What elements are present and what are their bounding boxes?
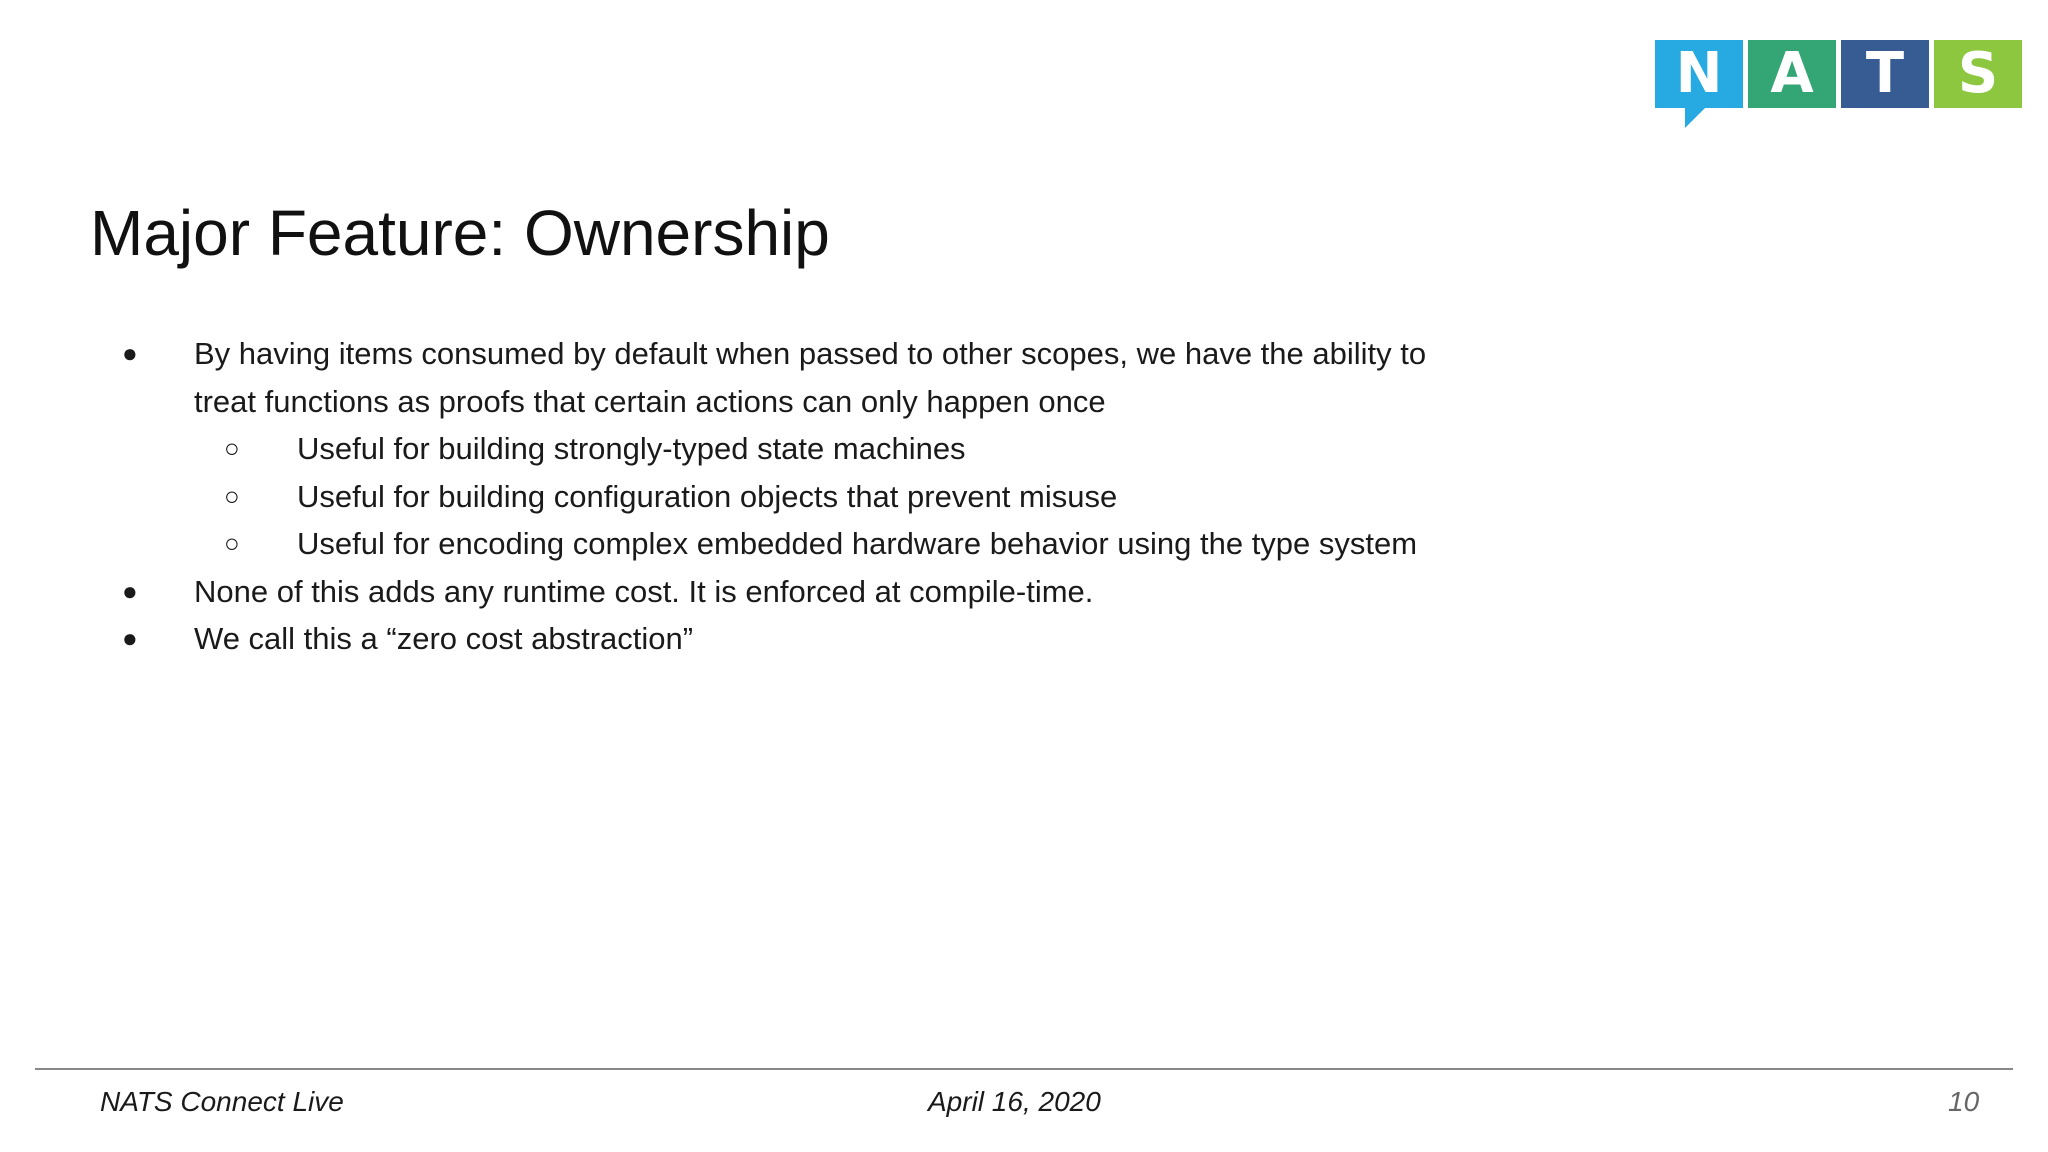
logo-tile-t: T [1841, 40, 1929, 108]
sub-bullet-marker: ○ [224, 433, 240, 463]
sub-bullet-item [0, 425, 1500, 473]
bullet-item [0, 330, 1500, 425]
sub-bullet-text: Useful for encoding complex embedded hardware behavior using the type system [297, 526, 1418, 561]
bullet-list [0, 330, 1500, 663]
logo-tile-n: N [1655, 40, 1743, 108]
bullet-item [0, 615, 1500, 663]
sub-bullet-item [0, 520, 1500, 568]
footer-event-name: NATS Connect Live [100, 1086, 344, 1117]
logo-speech-tail [1685, 106, 1707, 128]
bullet-marker: ● [122, 338, 138, 368]
footer-date: April 16, 2020 [928, 1086, 1101, 1117]
sub-bullet-text: Useful for building configuration objects that prevent misuse [297, 478, 1118, 514]
bullet-item [0, 568, 1500, 616]
bullet-marker: ● [122, 623, 138, 653]
footer-divider [35, 1068, 2013, 1070]
logo-tile-a: A [1748, 40, 1836, 108]
bullet-marker: ● [122, 575, 138, 606]
page-number: 10 [1948, 1086, 1980, 1117]
bullet-text: We call this a “zero cost abstraction” [194, 621, 694, 656]
sub-bullet-text: Useful for building strongly-typed state machines [297, 431, 966, 466]
slide-title: Major Feature: Ownership [90, 197, 830, 269]
logo-tile-s: S [1934, 40, 2022, 108]
sub-bullet-marker: ○ [224, 480, 240, 511]
bullet-text: None of this adds any runtime cost. It is enforced at compile-time. [194, 573, 1094, 609]
sub-bullet-item [0, 473, 1500, 521]
sub-bullet-marker: ○ [224, 528, 240, 558]
bullet-text: By having items consumed by default when passed to other scopes, we have the ability to treat functions as proofs that certain actions can only happen once [194, 336, 1427, 419]
nats-logo [1655, 40, 2025, 130]
